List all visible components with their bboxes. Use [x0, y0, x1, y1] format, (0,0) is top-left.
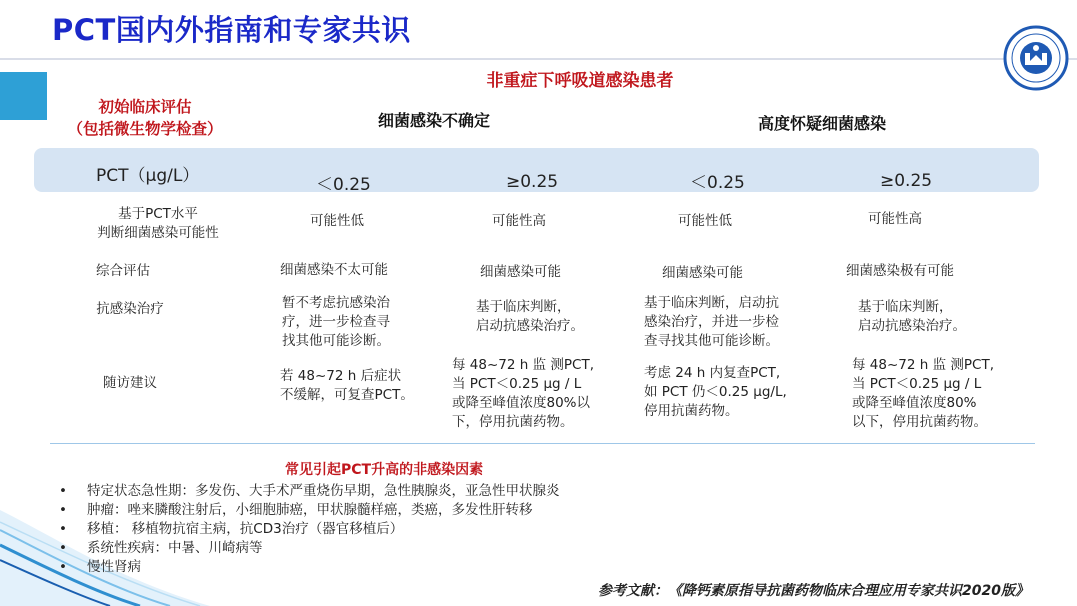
cell-followup-2: 每 48~72 h 监 测PCT, 当 PCT＜0.25 μg / L 或降至峰值浓度80%以 下，停用抗菌药物。 [452, 357, 594, 430]
title-divider [0, 58, 1077, 60]
pct-value-3: ＜0.25 [690, 173, 745, 193]
list-item: • 移植： 移植物抗宿主病，抗CD3治疗（器官移植后） [57, 520, 560, 539]
section-divider [50, 443, 1035, 444]
factor-list [57, 482, 560, 577]
list-item: • 特定状态急性期：多发伤、大手术严重烧伤早期，急性胰腺炎，亚急性甲状腺炎 [57, 482, 560, 501]
row-label-followup: 随访建议 [103, 375, 157, 391]
cell-likelihood-2: 可能性高 [492, 213, 546, 229]
initial-eval-heading [50, 96, 240, 140]
row-label-assessment: 综合评估 [96, 263, 150, 279]
cell-likelihood-1: 可能性低 [310, 213, 364, 229]
cell-assessment-2: 细菌感染可能 [480, 264, 561, 280]
cell-treatment-3: 基于临床判断，启动抗 感染治疗，并进一步检 查寻找其他可能诊断。 [644, 295, 779, 349]
list-item: • 慢性肾病 [57, 558, 560, 577]
factors-title: 常见引起PCT升高的非感染因素 [285, 462, 484, 478]
cell-treatment-1: 暂不考虑抗感染治 疗，进一步检查寻 找其他可能诊断。 [282, 295, 390, 349]
cell-treatment-4: 基于临床判断， 启动抗感染治疗。 [858, 299, 966, 334]
table-main-header: 非重症下呼吸道感染患者 [486, 71, 674, 91]
cell-likelihood-4: 可能性高 [868, 211, 922, 227]
cell-assessment-3: 细菌感染可能 [662, 265, 743, 281]
pct-label: PCT（μg/L） [96, 166, 200, 186]
cell-likelihood-3: 可能性低 [678, 213, 732, 229]
list-item: • 肿瘤：唑来膦酸注射后，小细胞肺癌，甲状腺髓样癌，类癌，多发性肝转移 [57, 501, 560, 520]
cell-followup-3: 考虑 24 h 内复查PCT, 如 PCT 仍＜0.25 μg/L, 停用抗菌药物。 [644, 365, 787, 419]
col-head-suspected: 高度怀疑细菌感染 [758, 114, 887, 133]
cell-followup-1: 若 48~72 h 后症状 不缓解，可复查PCT。 [280, 368, 414, 403]
pct-value-2: ≥0.25 [506, 172, 559, 192]
list-item: • 系统性疾病：中暑、川崎病等 [57, 539, 560, 558]
cell-assessment-4: 细菌感染极有可能 [846, 263, 954, 279]
initial-eval-line2: （包括微生物学检查） [67, 120, 223, 138]
cell-treatment-2: 基于临床判断， 启动抗感染治疗。 [476, 299, 584, 334]
page-title: PCT国内外指南和专家共识 [52, 13, 411, 47]
pct-value-1: ＜0.25 [316, 175, 371, 195]
cell-followup-4: 每 48~72 h 监 测PCT, 当 PCT＜0.25 μg / L 或降至峰值浓度80% 以下，停用抗菌药物。 [852, 357, 994, 430]
initial-eval-line1: 初始临床评估 [98, 98, 192, 116]
row-label-likelihood: 基于PCT水平 判断细菌感染可能性 [97, 206, 219, 241]
col-head-uncertain: 细菌感染不确定 [378, 111, 491, 130]
accent-square [0, 72, 47, 120]
pct-value-4: ≥0.25 [880, 171, 933, 191]
row-label-treatment: 抗感染治疗 [96, 301, 164, 317]
institution-seal-logo [1003, 25, 1069, 91]
cell-assessment-1: 细菌感染不太可能 [280, 262, 388, 278]
reference-citation: 参考文献：《降钙素原指导抗菌药物临床合理应用专家共识2020版》 [598, 583, 1029, 599]
